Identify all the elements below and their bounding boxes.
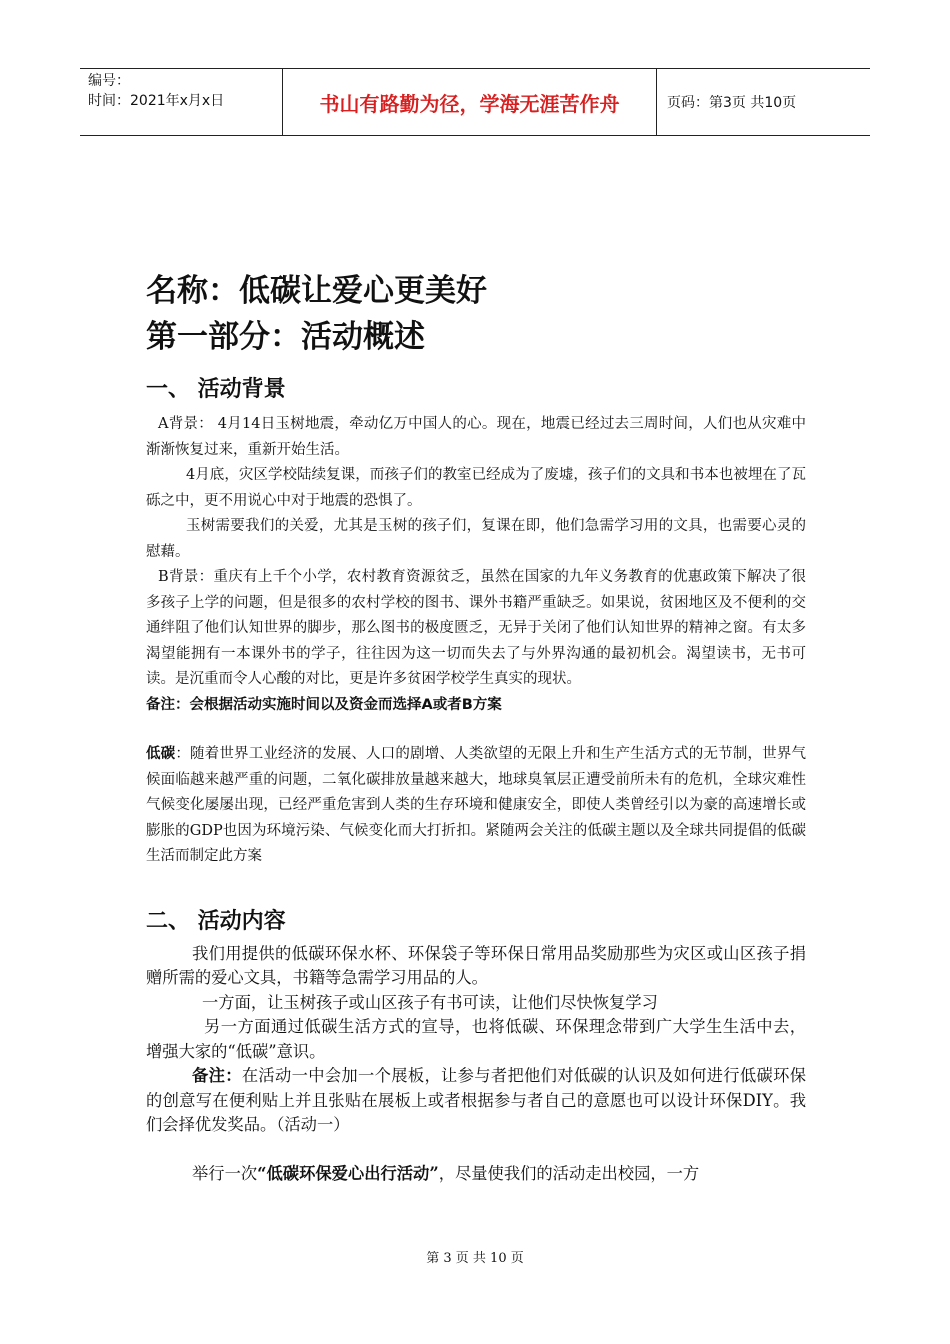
- note2-label: 备注：: [192, 1066, 242, 1085]
- paragraph-bg-a-2: 4月底，灾区学校陆续复课，而孩子们的教室已经成为了废墟，孩子们的文具和书本也被埋在了瓦砾之中，更不用说心中对于地震的恐惧了。: [146, 467, 806, 509]
- page-header: [80, 68, 870, 136]
- serial-label: 编号：: [88, 73, 130, 89]
- paragraph-bg-a-3: 玉树需要我们的关爱，尤其是玉树的孩子们，复课在即，他们急需学习用的文具，也需要心灵的慰藉。: [146, 518, 806, 560]
- lowcarbon-text: ：随着世界工业经济的发展、人口的剧增、人类欲望的无限上升和生产生活方式的无节制，世界气候面临越来越严重的问题，二氧化碳排放量越来越大，地球臭氧层正遭受前所未有的危机，全球灾难性气候变化屡屡出现，已经严重危害到人类的生存环境和健康安全，即使人类曾经引以为豪的高速增长或膨胀的GDP也因为环境污染、气候变化而大打折扣。紧随两会关注的低碳主题以及全球共同提倡的低碳生活而制定此方案: [146, 746, 806, 864]
- paragraph-content-4: [146, 1162, 806, 1187]
- part-title: 第一部分：活动概述: [146, 319, 425, 355]
- content-4-pre: 举行一次: [192, 1163, 258, 1183]
- section-heading-background: 一、 活动背景: [146, 377, 286, 402]
- document-body: [146, 268, 806, 1186]
- content-4-post: ，尽量使我们的活动走出校园，一方: [438, 1163, 700, 1183]
- note2-text: 在活动一中会加一个展板，让参与者把他们对低碳的认识及如何进行低碳环保的创意写在便利贴上并且张贴在展板上或者根据参与者自己的意愿也可以设计环保DIY。我们会择优发奖品。（活动一）: [146, 1066, 806, 1134]
- paragraph-note-2: [146, 1064, 806, 1138]
- page-footer: 第 3 页 共 10 页: [426, 1251, 524, 1266]
- note-plan-choice: 备注：会根据活动实施时间以及资金而选择A或者B方案: [146, 696, 502, 713]
- paragraph-content-2: 一方面，让玉树孩子或山区孩子有书可读，让他们尽快恢复学习: [202, 992, 658, 1012]
- paragraph-bg-a-1: A背景： 4月14日玉树地震，牵动亿万中国人的心。现在，地震已经过去三周时间，人们也从灾难中渐渐恢复过来，重新开始生活。: [146, 416, 806, 458]
- header-page-info: 页码：第3页 共10页: [667, 95, 797, 111]
- lowcarbon-label: 低碳: [146, 746, 176, 762]
- document-title: 名称：低碳让爱心更美好: [146, 273, 487, 309]
- paragraph-content-1: 我们用提供的低碳环保水杯、环保袋子等环保日常用品奖励那些为灾区或山区孩子捐赠所需的爱心文具，书籍等急需学习用品的人。: [146, 943, 806, 987]
- time-label: 时间：2021年x月x日: [88, 93, 225, 109]
- paragraph-content-3: 另一方面通过低碳生活方式的宣导，也将低碳、环保理念带到广大学生生活中去，增强大家的“低碳”意识。: [146, 1017, 806, 1061]
- header-meta: [88, 71, 224, 111]
- paragraph-bg-b: B背景：重庆有上千个小学，农村教育资源贫乏，虽然在国家的九年义务教育的优惠政策下解决了很多孩子上学的问题，但是很多的农村学校的图书、课外书籍严重缺乏。如果说，贫困地区及不便利的交通绊阻了他们认知世界的脚步，那么图书的极度匮乏，无异于关闭了他们认知世界的精神之窗。有太多渴望能拥有一本课外书的学子，往往因为这一切而失去了与外界沟通的最初机会。渴望读书，无书可读。是沉重而令人心酸的对比，更是许多贫困学校学生真实的现状。: [146, 569, 806, 687]
- header-motto: 书山有路勤为径，学海无涯苦作舟: [282, 69, 657, 135]
- content-4-activity-name: “低碳环保爱心出行活动”: [257, 1163, 439, 1183]
- section-heading-content: 二、 活动内容: [146, 908, 286, 934]
- paragraph-lowcarbon: [146, 742, 806, 870]
